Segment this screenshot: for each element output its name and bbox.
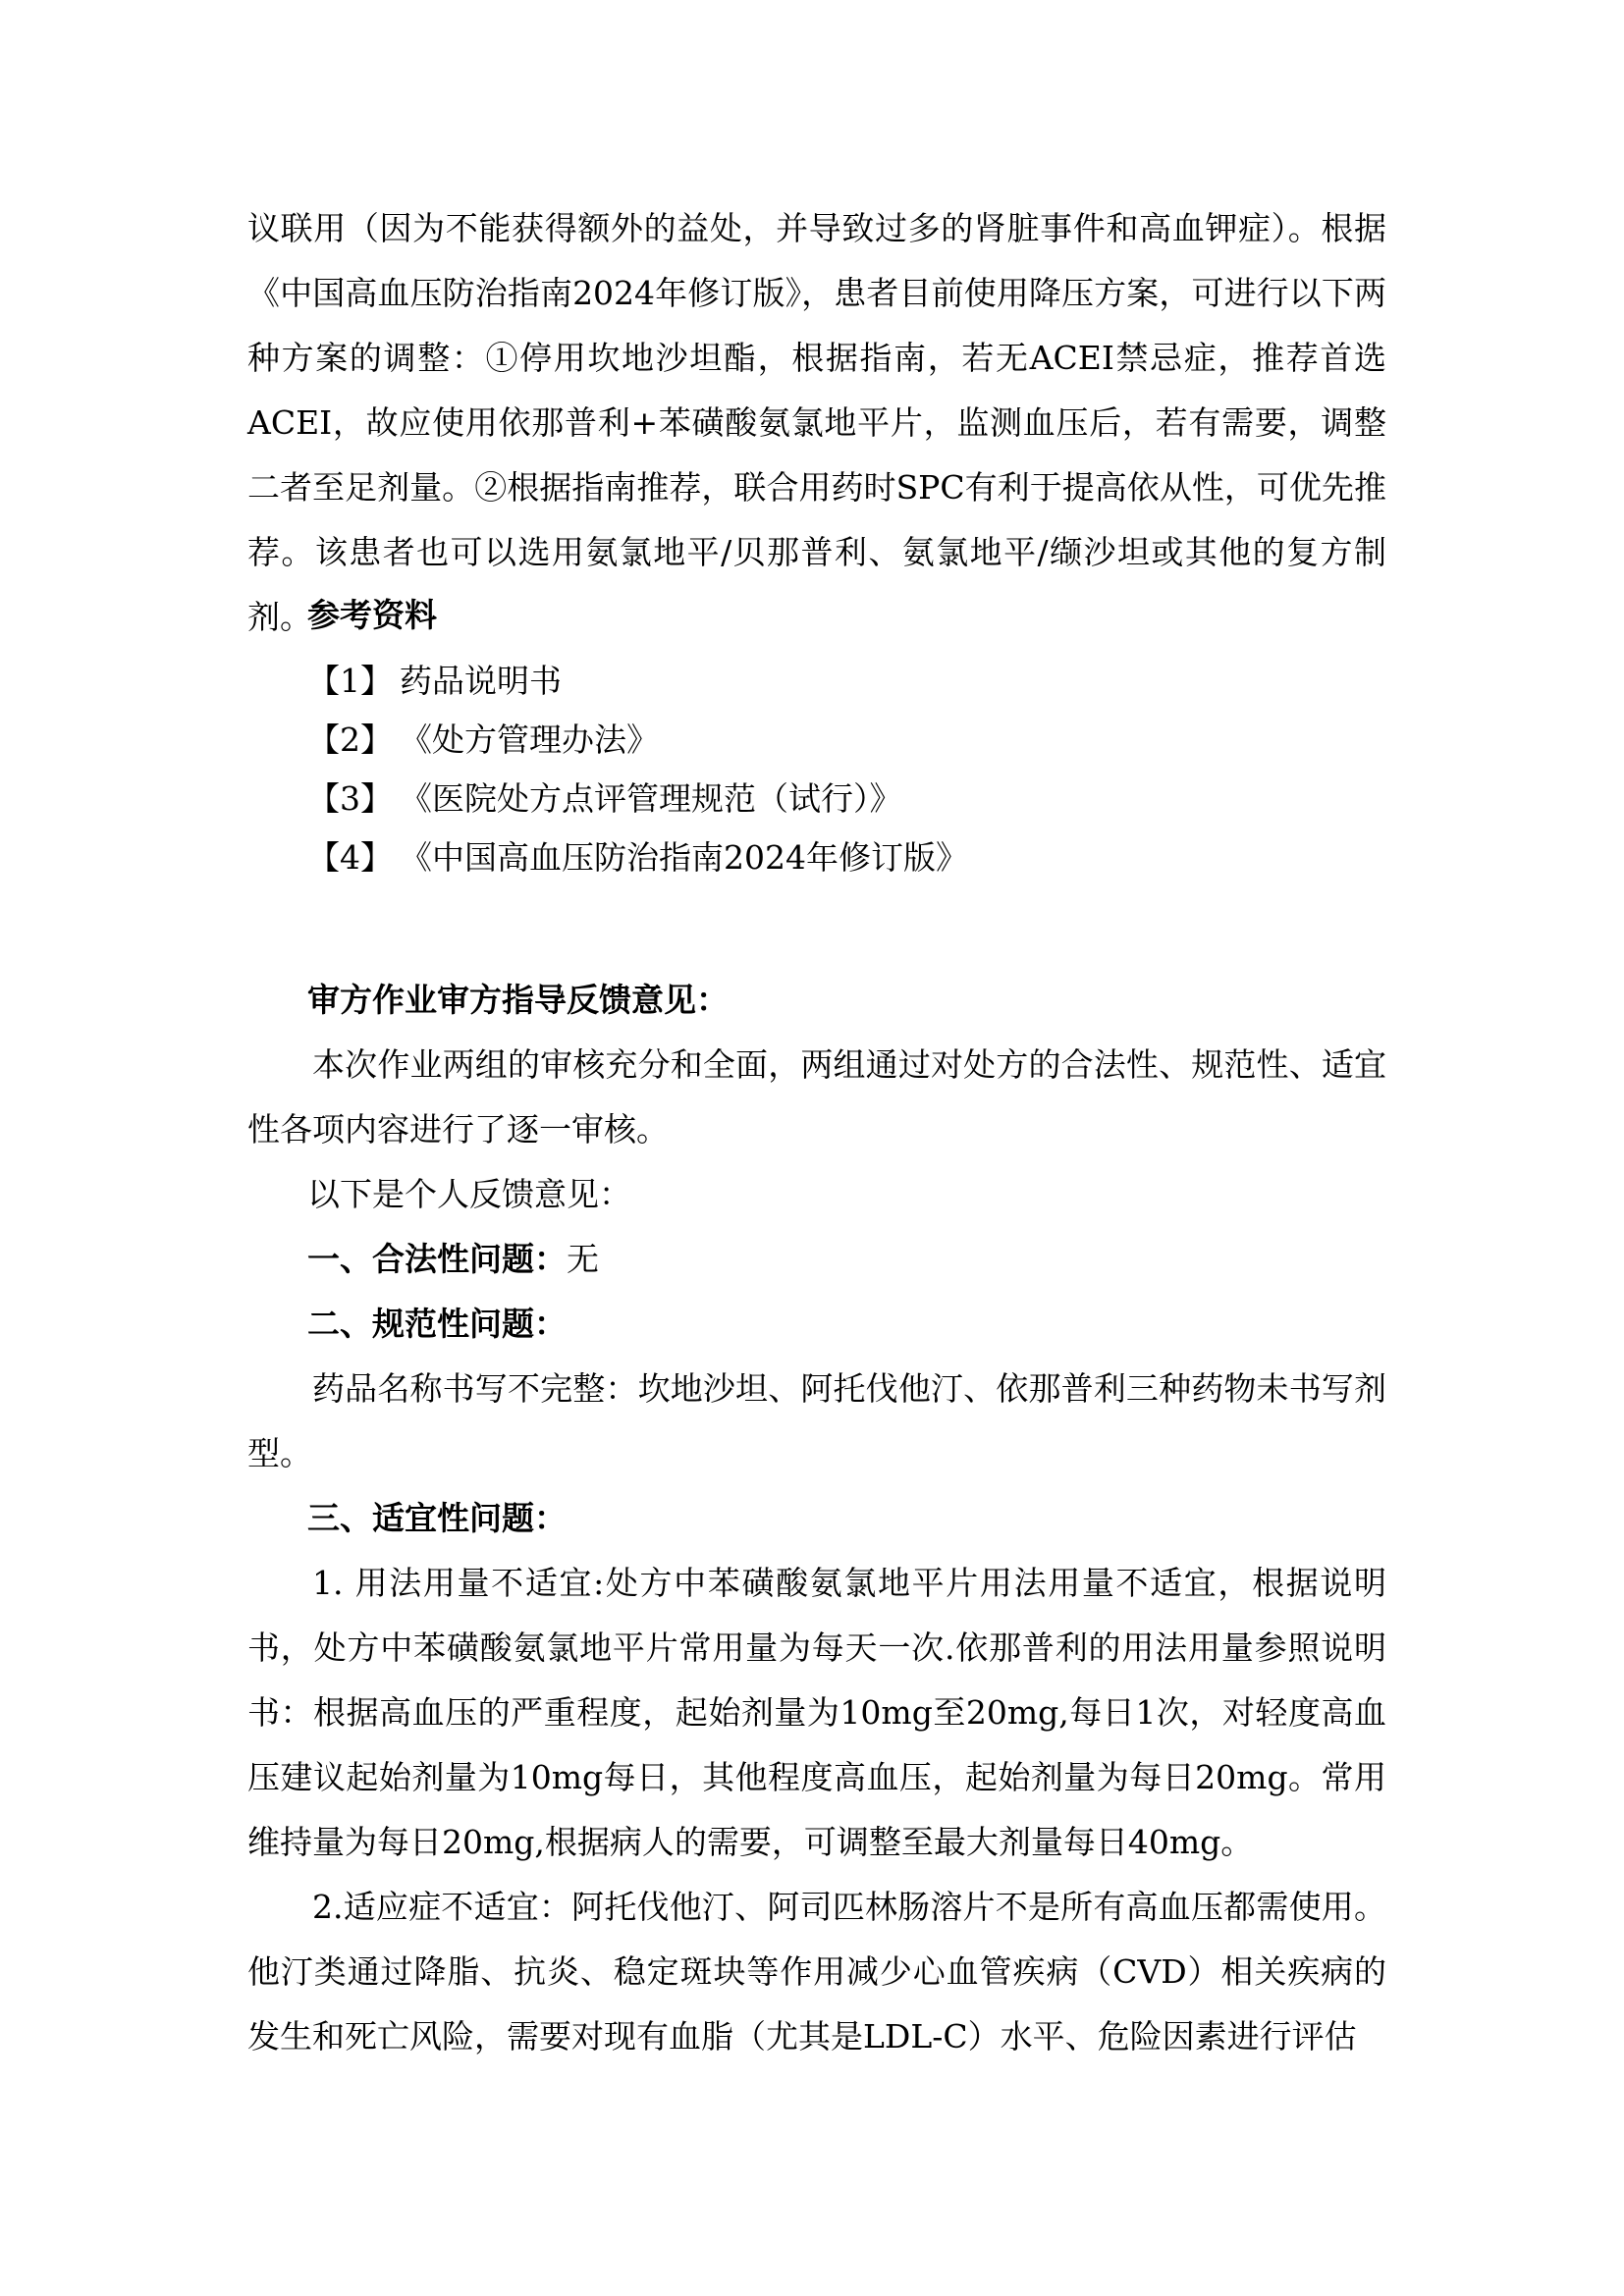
reference-number: 【1】 — [307, 662, 393, 700]
legality-row — [307, 1227, 1387, 1292]
reference-number: 【3】 — [307, 779, 393, 818]
intro-paragraph: 议联用（因为不能获得额外的益处，并导致过多的肾脏事件和高血钾症）。根据《中国高血压防治指南2024年修订版》，患者目前使用降压方案，可进行以下两种方案的调整：①停用坎地沙坦酯，根据指南，若无ACEI禁忌症，推荐首选ACEI，故应使用依那普利+苯磺酸氨氯地平片，监测血压后，若有需要，调整二者至足剂量。②根据指南推荐，联合用药时SPC有利于提高依从性，可优先推荐。该患者也可以选用氨氯地平/贝那普利、氨氯地平/缬沙坦或其他的复方制剂。 — [247, 209, 1386, 636]
reference-title: 《医院处方点评管理规范（试行）》 — [400, 779, 902, 818]
standard-label: 二、规范性问题： — [307, 1305, 567, 1343]
personal-feedback-intro: 以下是个人反馈意见： — [307, 1175, 631, 1213]
reference-title: 药品说明书 — [400, 662, 562, 700]
suitability-item-2: 2.适应症不适宜：阿托伐他汀、阿司匹林肠溶片不是所有高血压都需使用。他汀类通过降脂、抗炎、稳定斑块等作用减少心血管疾病（CVD）相关疾病的发生和死亡风险，需要对现有血脂（尤其是LDL-C）水平、危险因素进行评估 — [247, 1888, 1386, 2056]
reference-item — [307, 711, 659, 770]
standard-text: 药品名称书写不完整：坎地沙坦、阿托伐他汀、依那普利三种药物未书写剂型。 — [247, 1369, 1386, 1472]
reference-item — [307, 828, 968, 887]
references-heading: 参考资料 — [307, 596, 437, 634]
reference-title: 《处方管理办法》 — [400, 721, 659, 759]
legality-value: 无 — [567, 1240, 599, 1278]
suitability-item-1: 1. 用法用量不适宜:处方中苯磺酸氨氯地平片用法用量不适宜，根据说明书，处方中苯磺酸氨氯地平片常用量为每天一次.依那普利的用法用量参照说明书：根据高血压的严重程度，起始剂量为10mg至20mg,每日1次，对轻度高血压建议起始剂量为10mg每日，其他程度高血压，起始剂量为每日20mg。常用维持量为每日20mg,根据病人的需要，可调整至最大剂量每日40mg。 — [247, 1564, 1386, 1861]
legality-label: 一、合法性问题： — [307, 1240, 567, 1278]
reference-number: 【2】 — [307, 721, 393, 759]
feedback-heading: 审方作业审方指导反馈意见： — [307, 981, 729, 1019]
reference-item — [307, 652, 562, 711]
reference-title: 《中国高血压防治指南2024年修订版》 — [400, 838, 968, 877]
suitability-label: 三、适宜性问题： — [307, 1499, 567, 1537]
reference-item — [307, 770, 902, 828]
feedback-summary: 本次作业两组的审核充分和全面，两组通过对处方的合法性、规范性、适宜性各项内容进行了逐一审核。 — [247, 1045, 1386, 1148]
reference-number: 【4】 — [307, 838, 393, 877]
